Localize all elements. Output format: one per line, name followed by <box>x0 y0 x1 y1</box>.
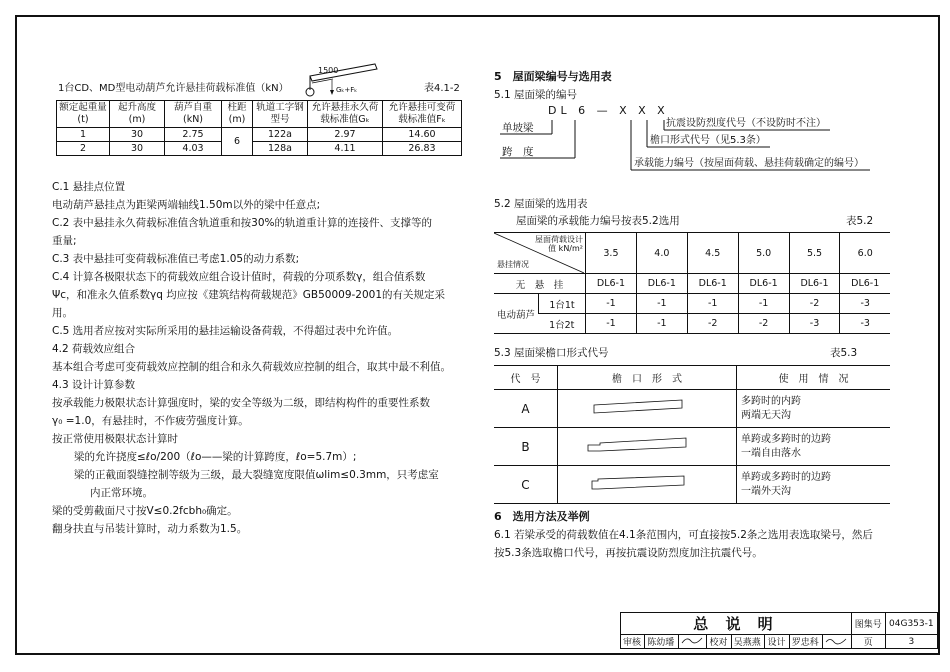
th-lift-height: 起升高度(m) <box>110 101 165 128</box>
beam-code: DL 6 — X X X <box>548 104 669 117</box>
section-5-1-title: 5.1 屋面梁的编号 <box>494 89 578 101</box>
cell: -3 <box>840 314 890 334</box>
eave-sketch-a <box>558 390 737 428</box>
table-row <box>494 274 890 294</box>
th-code: 代 号 <box>494 366 558 390</box>
cell: -1 <box>586 294 637 314</box>
corner-load-label: 屋面荷载设计值 kN/m² <box>535 235 583 253</box>
row-hoist: 电动葫芦 <box>494 294 539 334</box>
cell: -3 <box>840 294 890 314</box>
cell: -3 <box>789 314 840 334</box>
table-row <box>494 314 890 334</box>
hoist-sketch <box>300 62 400 102</box>
reviewer-name: 陈幼璠 <box>645 635 679 649</box>
c4-line2: Ψc，和准永久值系数γq 均应按《建筑结构荷载规范》GB50009-2001的有关规定采 <box>52 289 446 301</box>
cell: DL6-1 <box>738 274 789 294</box>
usage-line: 一端自由落水 <box>741 447 801 459</box>
hoist-dimension: 1500 <box>318 66 339 75</box>
section-4-2-body: 基本组合考虑可变荷载效应控制的组合和永久荷载效应控制的组合，取其中最不利值。 <box>52 361 451 373</box>
cell: 128a <box>253 142 308 156</box>
table-row <box>57 128 462 142</box>
section-5-2-title: 5.2 屋面梁的选用表 <box>494 198 588 210</box>
cell: -1 <box>586 314 637 334</box>
designer-signature <box>823 635 851 649</box>
cell: 30 <box>110 142 165 156</box>
beam-selection-table <box>494 232 890 334</box>
eave-form-table <box>494 365 890 504</box>
section-4-3-line5: 梁的正截面裂缝控制等级为三级，最大裂缝宽度限值ωlim≤0.3mm，只考虑室 <box>74 469 439 481</box>
page-number: 3 <box>885 635 937 649</box>
c4-line1: C.4 计算各极限状态下的荷载效应组合设计值时，荷载的分项系数γ，组合值系数 <box>52 271 426 283</box>
load-col: 4.5 <box>687 233 738 274</box>
section-5-title: 5 屋面梁编号与选用表 <box>494 70 612 83</box>
eave-sketch-c <box>558 466 737 504</box>
label-span: 跨 度 <box>502 146 534 158</box>
cell: DL6-1 <box>586 274 637 294</box>
table-4-1-2-number: 表4.1-2 <box>424 83 460 94</box>
cell: 2 <box>57 142 110 156</box>
cell: 4.03 <box>165 142 222 156</box>
cell: -1 <box>636 294 687 314</box>
table-5-3-number: 表5.3 <box>830 347 858 359</box>
cell: DL6-1 <box>636 274 687 294</box>
row-no-suspension: 无 悬 挂 <box>494 274 586 294</box>
th-hoist-weight: 葫芦自重(kN) <box>165 101 222 128</box>
usage-line: 多跨时的内跨 <box>741 395 801 407</box>
hoist-load-table <box>56 100 462 156</box>
section-5-3-title: 5.3 屋面梁檐口形式代号 <box>494 347 609 359</box>
label-seismic-code: 抗震设防烈度代号（不设防时不注） <box>666 118 826 129</box>
eave-usage-a <box>737 390 891 428</box>
reviewer-signature <box>679 635 707 649</box>
cell: 1 <box>57 128 110 142</box>
hoist-load-label: Gₖ+Fₖ <box>336 86 358 94</box>
row-1t: 1台1t <box>539 294 586 314</box>
design-label: 设计 <box>765 635 789 649</box>
section-4-3-line2: γ₀ =1.0，有悬挂时，不作疲劳强度计算。 <box>52 415 249 427</box>
load-col: 4.0 <box>636 233 687 274</box>
usage-line: 两端无天沟 <box>741 409 791 421</box>
c4-line3: 用。 <box>52 307 73 319</box>
section-4-3-line8: 翻身扶直与吊装计算时，动力系数为1.5。 <box>52 523 248 535</box>
section-4-2-title: 4.2 荷载效应组合 <box>52 343 136 355</box>
check-label: 校对 <box>707 635 731 649</box>
section-6-1-line2: 按5.3条选取檐口代号，再按抗震设防烈度加注抗震代号。 <box>494 547 763 559</box>
section-6-title: 6 选用方法及举例 <box>494 510 590 523</box>
checker-name: 吴燕燕 <box>731 635 765 649</box>
eave-code-a: A <box>494 390 558 428</box>
section-4-3-title: 4.3 设计计算参数 <box>52 379 136 391</box>
cell: 2.97 <box>308 128 383 142</box>
th-column-spacing: 柱距(m) <box>222 101 253 128</box>
cell: -1 <box>636 314 687 334</box>
eave-code-b: B <box>494 428 558 466</box>
title-block <box>620 612 938 649</box>
section-6-1-line1: 6.1 若梁承受的荷载数值在4.1条范围内，可直接按5.2条之选用表选取梁号，然后 <box>494 529 873 541</box>
load-col: 3.5 <box>586 233 637 274</box>
cell: 30 <box>110 128 165 142</box>
th-permanent-load: 允许悬挂永久荷载标准值Gₖ <box>308 101 383 128</box>
label-capacity-code: 承载能力编号（按屋面荷载、悬挂荷载确定的编号） <box>634 158 864 169</box>
cell: 4.11 <box>308 142 383 156</box>
sheet-title: 总 说 明 <box>621 613 852 635</box>
load-col: 5.0 <box>738 233 789 274</box>
c1-title: C.1 悬挂点位置 <box>52 181 126 193</box>
section-4-3-line1: 按承载能力极限状态计算强度时，梁的安全等级为二级，即结构构件的重要性系数 <box>52 397 430 409</box>
th-usage: 使 用 情 况 <box>737 366 891 390</box>
c1-body: 电动葫芦悬挂点为距梁两端轴线1.50m以外的梁中任意点; <box>52 199 321 211</box>
eave-sketch-b <box>558 428 737 466</box>
cell: 6 <box>222 128 253 156</box>
section-4-3-line3: 按正常使用极限状态计算时 <box>52 433 178 445</box>
page-label: 页 <box>851 635 885 649</box>
table-5-2-corner <box>494 233 586 274</box>
section-5-2-desc: 屋面梁的承载能力编号按表5.2选用 <box>516 215 680 227</box>
cell: DL6-1 <box>840 274 890 294</box>
th-variable-load: 允许悬挂可变荷载标准值Fₖ <box>383 101 462 128</box>
section-4-3-line7: 梁的受剪截面尺寸按V≤0.2fcbh₀确定。 <box>52 505 238 517</box>
cell: DL6-1 <box>687 274 738 294</box>
load-col: 6.0 <box>840 233 890 274</box>
table-row <box>57 142 462 156</box>
c3: C.3 表中悬挂可变荷载标准值已考虑1.05的动力系数; <box>52 253 300 265</box>
th-capacity: 额定起重量(t) <box>57 101 110 128</box>
usage-line: 单跨或多跨时的边跨 <box>741 433 831 445</box>
cell: 14.60 <box>383 128 462 142</box>
c5: C.5 选用者应按对实际所采用的悬挂运输设备荷载，不得超过表中允许值。 <box>52 325 399 337</box>
cell: -1 <box>738 294 789 314</box>
c2-line1: C.2 表中悬挂永久荷载标准值含轨道重和按30%的轨道重计算的连接件、支撑等的 <box>52 217 433 229</box>
cell: DL6-1 <box>789 274 840 294</box>
atlas-number: 04G353-1 <box>885 613 937 635</box>
table-row <box>494 390 890 428</box>
row-2t: 1台2t <box>539 314 586 334</box>
designer-name: 罗忠科 <box>789 635 823 649</box>
table-row <box>494 294 890 314</box>
cell: -2 <box>789 294 840 314</box>
cell: 26.83 <box>383 142 462 156</box>
load-col: 5.5 <box>789 233 840 274</box>
eave-usage-b <box>737 428 891 466</box>
usage-line: 单跨或多跨时的边跨 <box>741 471 831 483</box>
th-eave-form: 檐 口 形 式 <box>558 366 737 390</box>
section-4-3-line4: 梁的允许挠度≤ℓo/200（ℓo——梁的计算跨度，ℓo=5.7m）; <box>74 451 357 463</box>
cell: -2 <box>687 314 738 334</box>
atlas-label: 图集号 <box>851 613 885 635</box>
eave-code-c: C <box>494 466 558 504</box>
eave-usage-c <box>737 466 891 504</box>
table-row <box>494 466 890 504</box>
label-single-slope-beam: 单坡梁 <box>502 122 534 134</box>
th-rail-type: 轨道工字钢型号 <box>253 101 308 128</box>
corner-suspension-label: 悬挂情况 <box>497 260 529 269</box>
cell: -1 <box>687 294 738 314</box>
usage-line: 一端外天沟 <box>741 485 791 497</box>
label-eave-code: 檐口形式代号（见5.3条） <box>650 135 766 146</box>
table-4-1-2-title: 1台CD、MD型电动葫芦允许悬挂荷载标准值（kN） <box>58 83 289 94</box>
table-row <box>494 428 890 466</box>
c2-line2: 重量; <box>52 235 77 247</box>
table-5-2-number: 表5.2 <box>846 215 874 227</box>
review-label: 审核 <box>621 635 645 649</box>
cell: 122a <box>253 128 308 142</box>
cell: 2.75 <box>165 128 222 142</box>
section-4-3-line6: 内正常环境。 <box>90 487 153 499</box>
cell: -2 <box>738 314 789 334</box>
